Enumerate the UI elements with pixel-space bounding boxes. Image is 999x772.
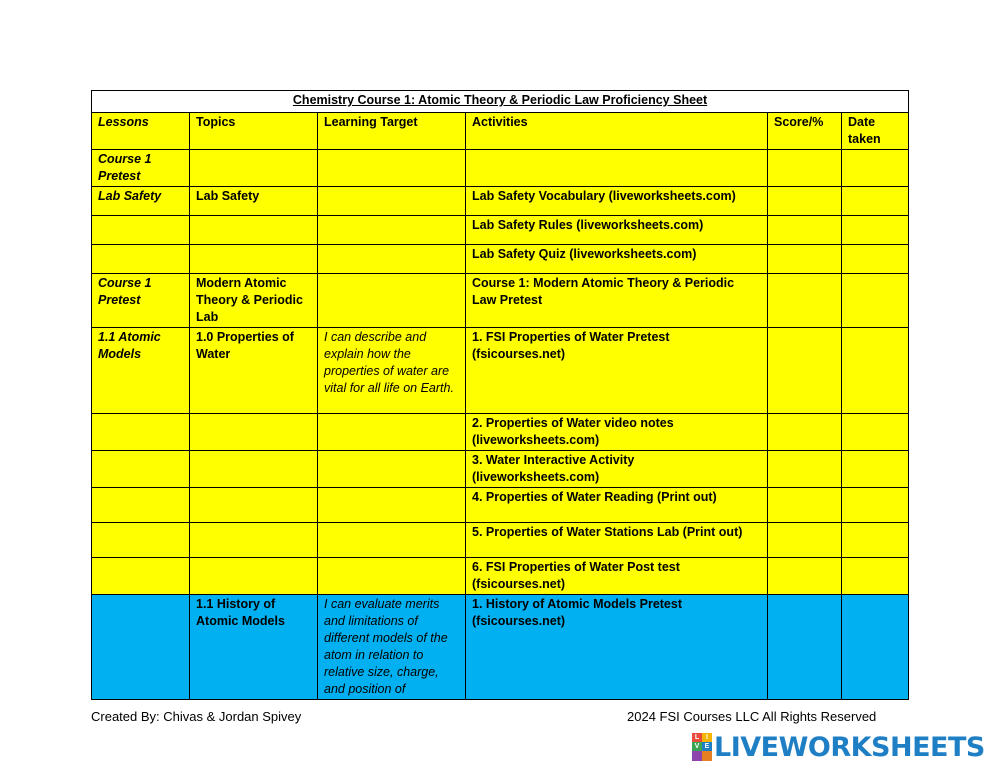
target-cell	[318, 414, 466, 451]
score-cell[interactable]	[768, 216, 842, 245]
header-activities: Activities	[466, 113, 768, 150]
logo-text: LIVEWORKSHEETS	[714, 731, 985, 763]
target-cell	[318, 523, 466, 558]
target-cell	[318, 451, 466, 488]
date-cell[interactable]	[842, 245, 909, 274]
activity-cell: 1. FSI Properties of Water Pretest (fsicourses.net)	[466, 328, 768, 414]
date-cell[interactable]	[842, 451, 909, 488]
topic-cell	[190, 150, 318, 187]
topic-cell	[190, 523, 318, 558]
activity-cell: 2. Properties of Water video notes (liveworksheets.com)	[466, 414, 768, 451]
target-cell	[318, 245, 466, 274]
date-cell[interactable]	[842, 595, 909, 700]
date-cell[interactable]	[842, 523, 909, 558]
target-cell: I can describe and explain how the properties of water are vital for all life on Earth.	[318, 328, 466, 414]
header-date-taken: Date taken	[842, 113, 909, 150]
table-row	[92, 274, 909, 328]
score-cell[interactable]	[768, 414, 842, 451]
topic-cell: Modern Atomic Theory & Periodic Lab	[190, 274, 318, 328]
date-cell[interactable]	[842, 488, 909, 523]
lesson-cell	[92, 595, 190, 700]
score-cell[interactable]	[768, 328, 842, 414]
activity-cell: 4. Properties of Water Reading (Print out)	[466, 488, 768, 523]
topic-cell	[190, 558, 318, 595]
table-row	[92, 595, 909, 700]
activity-cell	[466, 150, 768, 187]
target-cell	[318, 488, 466, 523]
lesson-cell: Lab Safety	[92, 187, 190, 216]
sheet-title: Chemistry Course 1: Atomic Theory & Periodic Law Proficiency Sheet	[92, 91, 909, 113]
topic-cell: 1.0 Properties of Water	[190, 328, 318, 414]
activity-cell: Lab Safety Quiz (liveworksheets.com)	[466, 245, 768, 274]
target-cell	[318, 216, 466, 245]
lesson-cell	[92, 245, 190, 274]
lesson-cell	[92, 523, 190, 558]
header-lessons: Lessons	[92, 113, 190, 150]
lesson-cell	[92, 451, 190, 488]
target-cell	[318, 150, 466, 187]
target-cell	[318, 558, 466, 595]
lesson-cell: Course 1 Pretest	[92, 150, 190, 187]
score-cell[interactable]	[768, 595, 842, 700]
proficiency-sheet-table	[91, 90, 909, 700]
target-cell	[318, 187, 466, 216]
header-score: Score/%	[768, 113, 842, 150]
lesson-cell	[92, 558, 190, 595]
score-cell[interactable]	[768, 558, 842, 595]
lesson-cell	[92, 488, 190, 523]
table-row	[92, 414, 909, 451]
table-row	[92, 245, 909, 274]
score-cell[interactable]	[768, 150, 842, 187]
target-cell: I can evaluate merits and limitations of different models of the atom in relation to relative size, charge, and position of	[318, 595, 466, 700]
table-row	[92, 558, 909, 595]
created-by-footer: Created By: Chivas & Jordan Spivey	[91, 709, 302, 724]
table-row	[92, 328, 909, 414]
score-cell[interactable]	[768, 245, 842, 274]
date-cell[interactable]	[842, 187, 909, 216]
lesson-cell	[92, 216, 190, 245]
score-cell[interactable]	[768, 523, 842, 558]
topic-cell: 1.1 History of Atomic Models	[190, 595, 318, 700]
score-cell[interactable]	[768, 488, 842, 523]
topic-cell	[190, 414, 318, 451]
date-cell[interactable]	[842, 274, 909, 328]
activity-cell: 1. History of Atomic Models Pretest (fsicourses.net)	[466, 595, 768, 700]
date-cell[interactable]	[842, 216, 909, 245]
topic-cell	[190, 488, 318, 523]
date-cell[interactable]	[842, 414, 909, 451]
activity-cell: Lab Safety Rules (liveworksheets.com)	[466, 216, 768, 245]
table-row	[92, 523, 909, 558]
score-cell[interactable]	[768, 451, 842, 488]
activity-cell: 5. Properties of Water Stations Lab (Print out)	[466, 523, 768, 558]
table-row	[92, 187, 909, 216]
lesson-cell	[92, 414, 190, 451]
topic-cell	[190, 451, 318, 488]
liveworksheets-logo[interactable]	[692, 732, 985, 762]
table-row	[92, 451, 909, 488]
header-topics: Topics	[190, 113, 318, 150]
header-learning-target: Learning Target	[318, 113, 466, 150]
lesson-cell: 1.1 Atomic Models	[92, 328, 190, 414]
activity-cell: Lab Safety Vocabulary (liveworksheets.com)	[466, 187, 768, 216]
logo-blocks-icon: L I V E	[692, 733, 712, 761]
score-cell[interactable]	[768, 187, 842, 216]
date-cell[interactable]	[842, 558, 909, 595]
date-cell[interactable]	[842, 328, 909, 414]
topic-cell	[190, 216, 318, 245]
table-row	[92, 150, 909, 187]
activity-cell: 3. Water Interactive Activity (liveworksheets.com)	[466, 451, 768, 488]
table-row	[92, 488, 909, 523]
activity-cell: 6. FSI Properties of Water Post test (fsicourses.net)	[466, 558, 768, 595]
score-cell[interactable]	[768, 274, 842, 328]
date-cell[interactable]	[842, 150, 909, 187]
table-row	[92, 216, 909, 245]
target-cell	[318, 274, 466, 328]
topic-cell: Lab Safety	[190, 187, 318, 216]
lesson-cell: Course 1 Pretest	[92, 274, 190, 328]
topic-cell	[190, 245, 318, 274]
copyright-footer: 2024 FSI Courses LLC All Rights Reserved	[627, 709, 877, 724]
activity-cell: Course 1: Modern Atomic Theory & Periodic Law Pretest	[466, 274, 768, 328]
